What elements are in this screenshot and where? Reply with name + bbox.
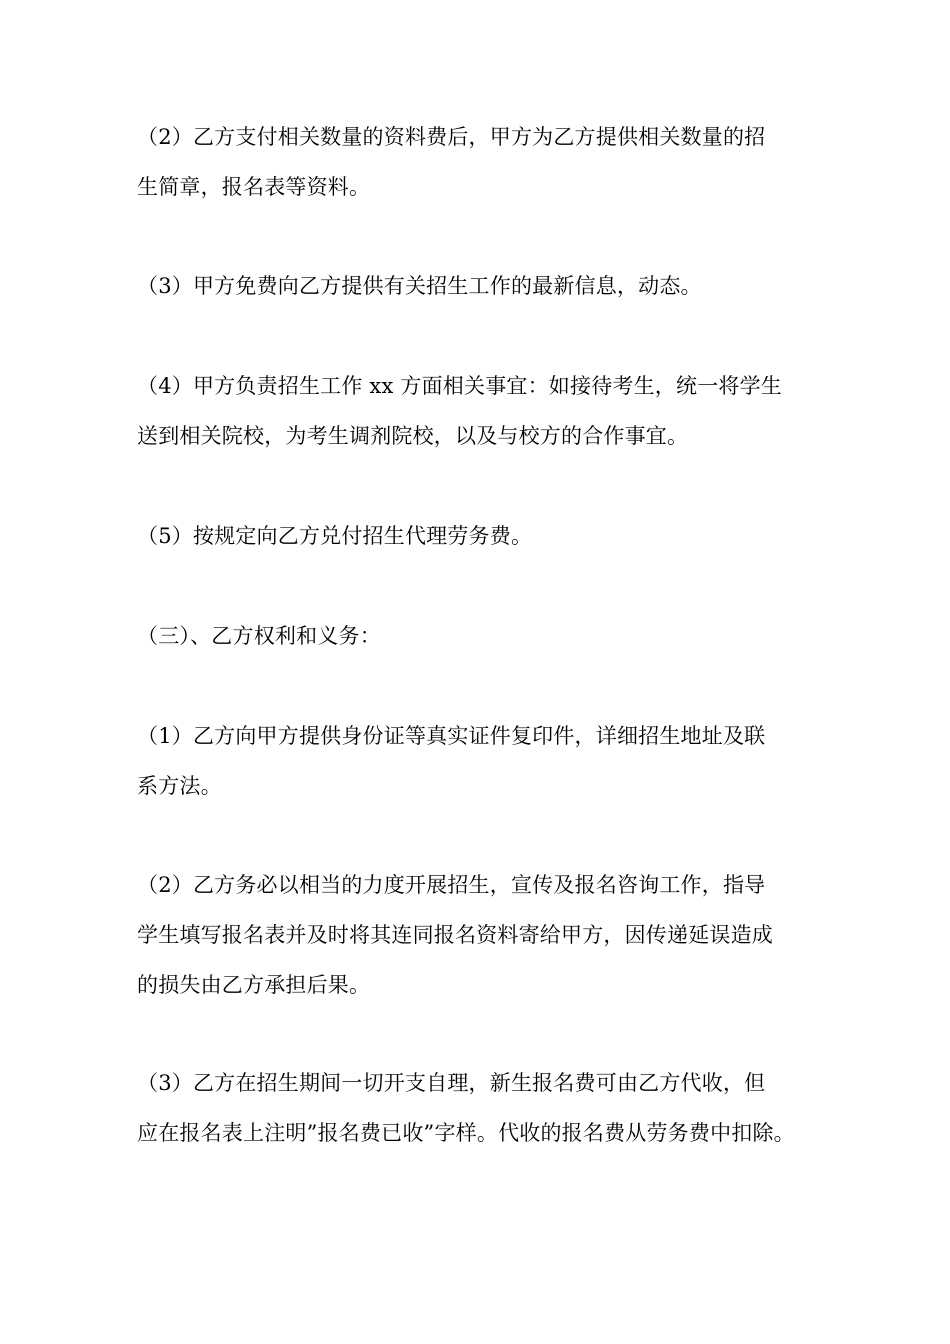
paragraph-item-5-fee (137, 511, 827, 561)
paragraph-item-1-documents (137, 711, 827, 811)
text-line: 送到相关院校，为考生调剂院校，以及与校方的合作事宜。 (137, 424, 689, 448)
text-line: 的损失由乙方承担后果。 (137, 973, 371, 997)
paragraph-item-3-expenses (137, 1058, 827, 1158)
text-line: （3）乙方在招生期间一切开支自理，新生报名费可由乙方代收，但 (137, 1071, 766, 1095)
text-line: 系方法。 (137, 774, 222, 798)
text-line: （2）乙方务必以相当的力度开展招生，宣传及报名咨询工作，指导 (137, 873, 766, 897)
text-line: 应在报名表上注明”报名费已收”字样。代收的报名费从劳务费中扣除。 (137, 1121, 795, 1145)
paragraph-item-2-materials (137, 112, 827, 212)
section-heading-party-b-rights (137, 611, 827, 661)
text-line: （5）按规定向乙方兑付招生代理劳务费。 (137, 524, 533, 548)
text-line: 学生填写报名表并及时将其连同报名资料寄给甲方，因传递延误造成 (137, 923, 773, 947)
text-line: （4）甲方负责招生工作 xx 方面相关事宜：如接待考生，统一将学生 (137, 374, 782, 398)
text-line: （1）乙方向甲方提供身份证等真实证件复印件，详细招生地址及联 (137, 724, 766, 748)
text-line: （3）甲方免费向乙方提供有关招生工作的最新信息，动态。 (137, 274, 702, 298)
text-line: 生简章，报名表等资料。 (137, 175, 371, 199)
paragraph-item-3-info (137, 261, 827, 311)
text-line: （2）乙方支付相关数量的资料费后，甲方为乙方提供相关数量的招 (137, 125, 766, 149)
paragraph-item-2-recruiting (137, 860, 827, 1010)
paragraph-item-4-affairs (137, 361, 827, 461)
text-line: （三）、乙方权利和义务： (137, 624, 381, 648)
